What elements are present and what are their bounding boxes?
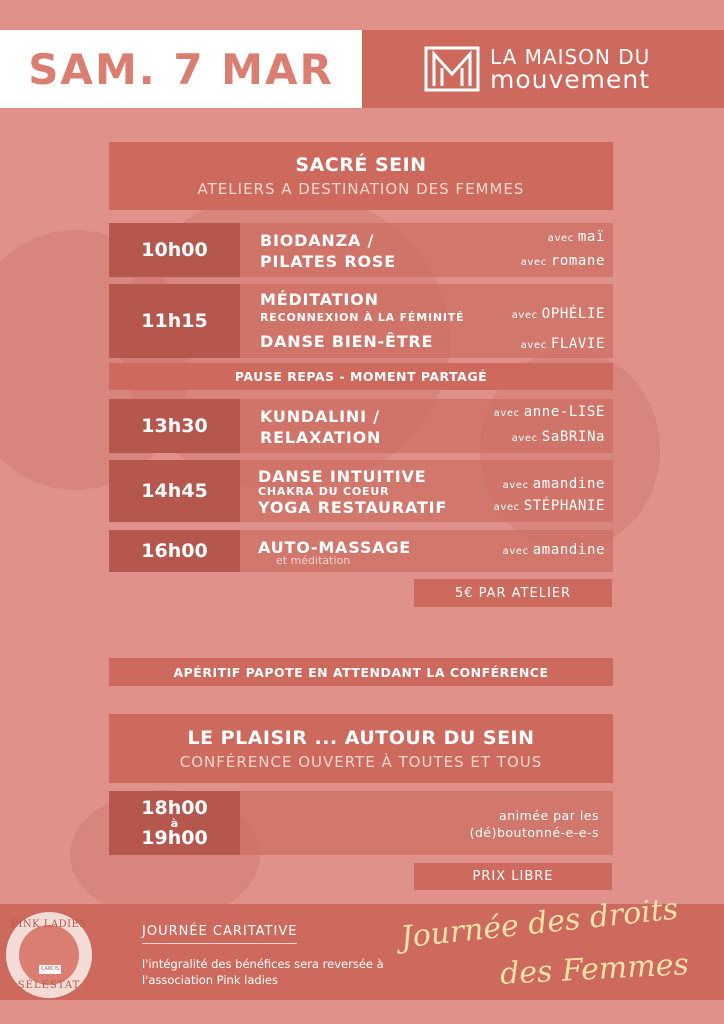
session-host [494, 498, 605, 514]
session-activity: DANSE BIEN-ÊTRE [260, 332, 434, 351]
session-activity-detail: et méditation [276, 554, 351, 567]
avec-label: avec [520, 257, 547, 268]
session-host [494, 404, 605, 420]
session-activity-detail: CHAKRA DU COEUR [258, 485, 390, 498]
session-row [109, 530, 613, 572]
conference-title: LE PLAISIR ... AUTOUR DU SEIN [187, 726, 535, 749]
avec-label: avec [493, 408, 520, 419]
session-time: 11h15 [109, 284, 240, 358]
maison-du-mouvement-logo-icon [424, 46, 480, 92]
badge-middle-text: CAKCIS [40, 966, 60, 972]
pink-ladies-badge-icon [6, 912, 92, 998]
badge-bottom-text: SÉLESTAT [17, 980, 81, 991]
conference-host-line2: (dé)boutonné-e-e-s [469, 825, 599, 840]
session-activity-detail: RECONNEXION À LA FÉMINITÉ [260, 311, 465, 324]
conference-time-end: 19h00 [141, 826, 208, 849]
session-host [521, 253, 605, 269]
badge-top-text: PINK LADIES [11, 919, 87, 930]
lunch-break-banner: PAUSE REPAS - MOMENT PARTAGÉ [109, 363, 613, 390]
conference-time [109, 791, 240, 855]
avec-label: avec [502, 546, 529, 557]
womens-day-script-line1: Journée des droits [398, 891, 680, 956]
session-activity: KUNDALINI / [260, 407, 380, 426]
workshop-price: 5€ PAR ATELIER [414, 579, 612, 607]
session-time: 14h45 [109, 460, 240, 522]
session-host [512, 429, 605, 445]
conference-time-separator: à [170, 816, 179, 830]
brand-banner [362, 30, 724, 108]
session-row [109, 399, 613, 453]
host-name: romane [550, 253, 605, 269]
session-activity: YOGA RESTAURATIF [258, 498, 448, 517]
avec-label: avec [511, 433, 538, 444]
footer-title: JOURNÉE CARITATIVE [142, 924, 297, 944]
conference-time-start: 18h00 [141, 796, 208, 819]
session-activity: PILATES ROSE [260, 252, 396, 271]
workshop-subtitle: ATELIERS A DESTINATION DES FEMMES [197, 180, 525, 198]
session-activity: AUTO-MASSAGE [258, 538, 412, 557]
event-date: SAM. 7 MAR [28, 44, 334, 94]
date-banner [0, 30, 362, 108]
session-host [512, 306, 605, 322]
host-name: amandine [532, 542, 605, 558]
conference-header [109, 714, 613, 783]
brand-name-line2: mouvement [490, 64, 651, 94]
host-name: OPHÉLIE [541, 306, 605, 322]
brand-name-line1: LA MAISON DU [490, 44, 651, 69]
host-name: SaBRINa [541, 429, 605, 445]
avec-label: avec [547, 233, 574, 244]
conference-subtitle: CONFÉRENCE OUVERTE À TOUTES ET TOUS [179, 752, 543, 771]
conference-host-line1: animée par les [499, 808, 599, 823]
aperitif-banner: APÉRITIF PAPOTE EN ATTENDANT LA CONFÉRENCE [109, 658, 613, 686]
host-name: amandine [532, 476, 605, 492]
avec-label: avec [493, 502, 520, 513]
avec-label: avec [502, 480, 529, 491]
session-row [109, 460, 613, 522]
host-name: maï [577, 229, 605, 245]
session-activity: DANSE INTUITIVE [258, 467, 427, 486]
avec-label: avec [511, 310, 538, 321]
host-name: anne-LISE [523, 404, 605, 420]
session-time: 13h30 [109, 399, 240, 453]
session-host [503, 476, 605, 492]
conference-row [109, 791, 613, 855]
session-activity: BIODANZA / [260, 231, 375, 250]
session-host [548, 229, 605, 245]
host-name: FLAVIE [550, 336, 605, 352]
host-name: STÉPHANIE [523, 498, 605, 514]
session-time: 10h00 [109, 223, 240, 277]
session-row [109, 284, 613, 358]
session-host [503, 542, 605, 558]
workshop-header [109, 142, 613, 210]
session-row [109, 223, 613, 277]
session-activity: MÉDITATION [260, 290, 379, 309]
avec-label: avec [520, 340, 547, 351]
womens-day-script-line2: des Femmes [499, 947, 690, 992]
session-activity: RELAXATION [260, 428, 382, 447]
session-time: 16h00 [109, 530, 240, 572]
footer-description: l'intégralité des bénéfices sera reversée à l'association Pink ladies [142, 957, 384, 987]
workshop-title: SACRÉ SEIN [295, 154, 427, 176]
session-host [521, 336, 605, 352]
conference-price: PRIX LIBRE [414, 863, 612, 890]
